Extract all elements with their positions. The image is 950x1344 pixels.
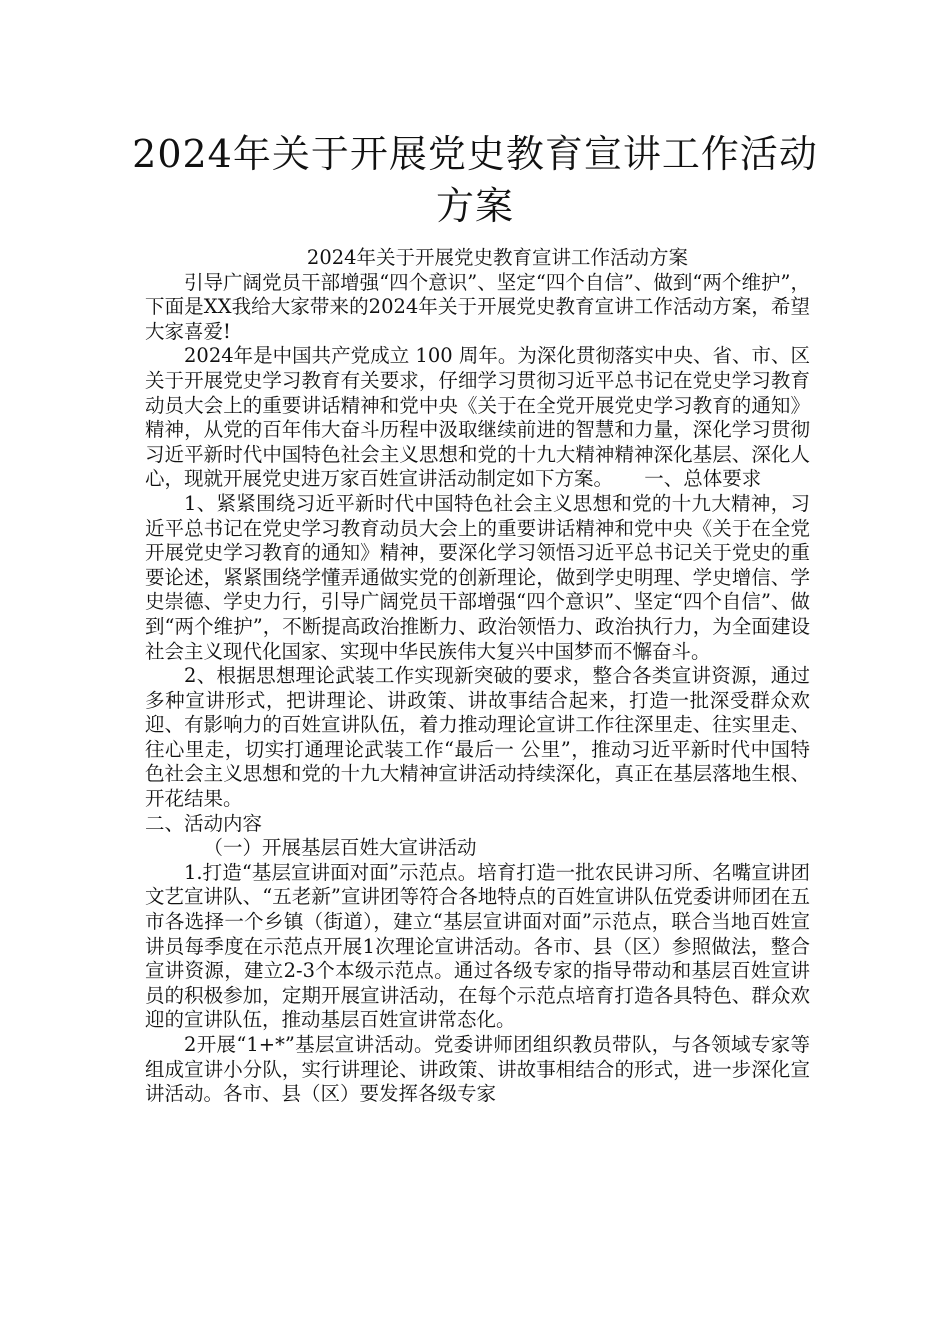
background-paragraph [145,344,810,492]
document-subtitle: 2024年关于开展党史教育宣讲工作活动方案 [306,246,689,269]
activity-item-1: 1.打造“基层宣讲面对面”示范点。培育打造一批农民讲习所、名嘴宣讲团文艺宣讲队、“五老新”宣讲团等符合各地特点的百姓宣讲队伍党委讲师团在五市各选择一个乡镇（街道），建立“基层宣讲面对面”示范点，联合当地百姓宣讲员每季度在示范点开展1次理论宣讲活动。各市、县（区）参照做法，整合宣讲资源，建立2-3个本级示范点。通过各级专家的指导带动和基层百姓宣讲员的积极参加，定期开展宣讲活动，在每个示范点培育打造各具特色、群众欢迎的宣讲队伍，推动基层百姓宣讲常态化。 [145,860,810,1032]
requirement-paragraph-2: 2、根据思想理论武装工作实现新突破的要求，整合各类宣讲资源，通过多种宣讲形式，把讲理论、讲政策、讲故事结合起来，打造一批深受群众欢迎、有影响力的百姓宣讲队伍，着力推动理论宣讲工作往深里走、往实里走、往心里走，切实打通理论武装工作“最后一 公里”，推动习近平新时代中国特色社会主义思想和党的十九大精神宣讲活动持续深化，真正在基层落地生根、开花结果。 [145,664,810,811]
subsection-heading-grassroots-lectures: （一）开展基层百姓大宣讲活动 [203,836,477,860]
document-title: 2024年关于开展党史教育宣讲工作活动方案 [132,132,818,228]
intro-paragraph: 引导广阔党员干部增强“四个意识”、坚定“四个自信”、做到“两个维护”，下面是XX我给大家带来的2024年关于开展党史教育宣讲工作活动方案，希望大家喜爱! [145,270,810,343]
activity-item-2: 2开展“1+*”基层宣讲活动。党委讲师团组织教员带队，与各领域专家等组成宣讲小分队，实行讲理论、讲政策、讲故事相结合的形式，进一步深化宣讲活动。各市、县（区）要发挥各级专家 [145,1033,810,1106]
document-body [145,246,810,1107]
section-heading-general-requirements: 一、总体要求 [644,467,762,491]
background-text: 2024年是中国共产党成立 100 周年。为深化贯彻落实中央、省、市、区关于开展党史学习教育有关要求，仔细学习贯彻习近平总书记在党史学习教育动员大会上的重要讲话精神和党中央《关于在全党开展党史学习教育的通知》精神，从党的百年伟大奋斗历程中汲取继续前进的智慧和力量，深化学习贯彻习近平新时代中国特色社会主义思想和党的十九大精神精神深化基层、深化人心，现就开展党史进万家百姓宣讲活动制定如下方案。 [145,344,810,491]
requirement-paragraph-1: 1、紧紧围绕习近平新时代中国特色社会主义思想和党的十九大精神，习近平总书记在党史学习教育动员大会上的重要讲话精神和党中央《关于在全党开展党史学习教育的通知》精神，要深化学习领悟习近平总书记关于党史的重要论述，紧紧围绕学懂弄通做实党的创新理论，做到学史明理、学史增信、学史崇德、学史力行，引导广阔党员干部增强“四个意识”、坚定“四个自信”、做到“两个维护”，不断提高政治推断力、政治领悟力、政治执行力，为全面建设社会主义现代化国家、实现中华民族伟大复兴中国梦而不懈奋斗。 [145,491,810,663]
section-heading-activity-content: 二、活动内容 [145,811,263,835]
